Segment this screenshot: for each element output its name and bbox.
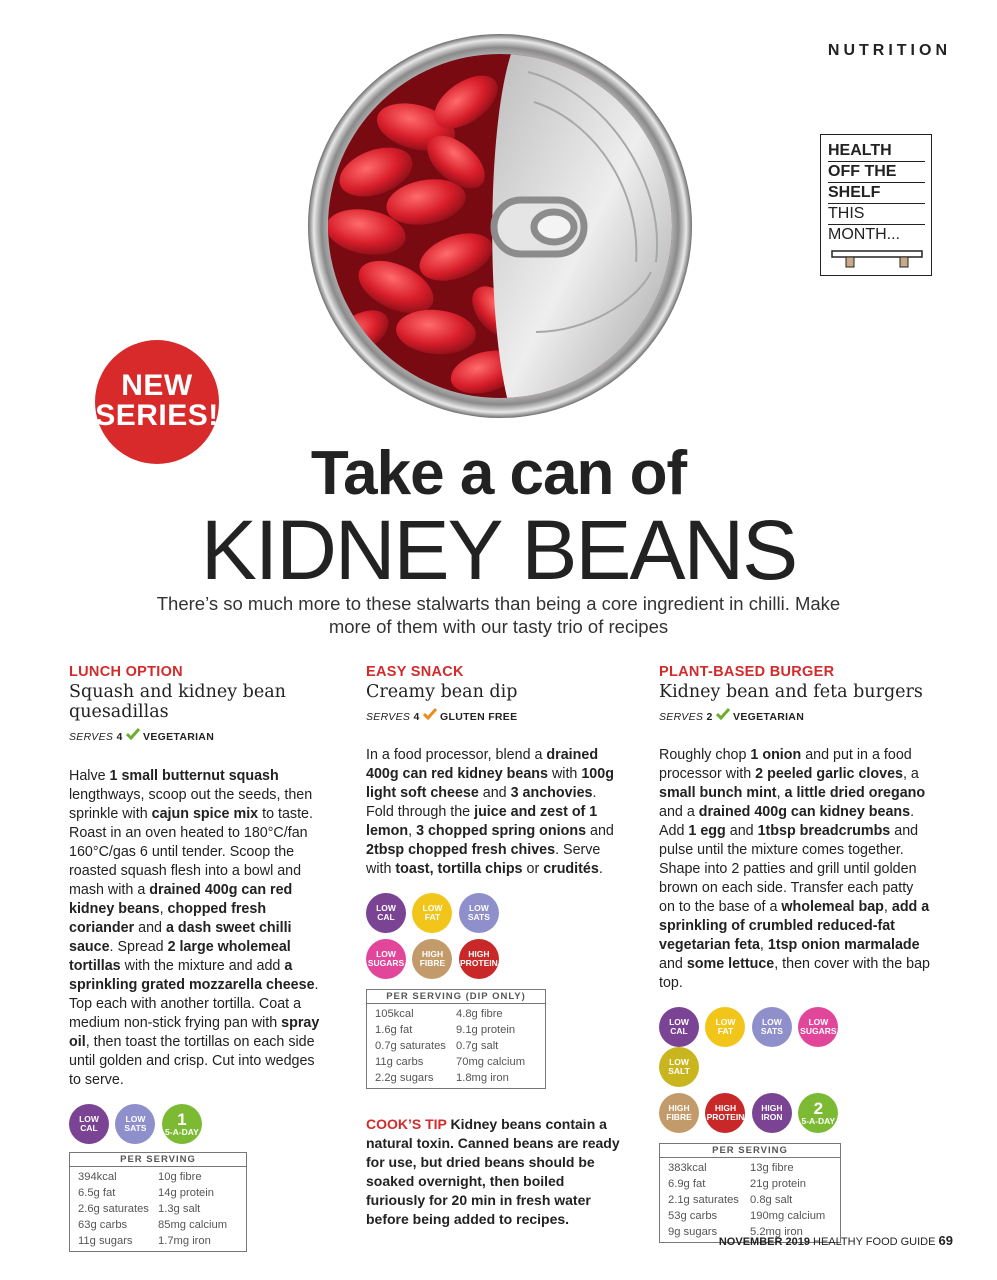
ingredient-text: 1 egg <box>688 823 726 839</box>
nutrition-value: 9g sugars <box>668 1226 718 1238</box>
method-text: , <box>776 785 785 801</box>
ingredient-text: drained 400g can red kidney beans <box>69 882 293 917</box>
nutrition-table <box>69 1152 247 1252</box>
recipe-method <box>366 746 626 879</box>
ingredient-text: spray oil <box>69 1015 320 1050</box>
method-text: , <box>883 899 892 915</box>
serves-label: SERVES <box>69 731 114 743</box>
nutrition-value: 11g sugars <box>78 1235 133 1247</box>
recipe-method <box>69 767 325 1090</box>
nutrition-row <box>70 1169 246 1185</box>
method-text: and <box>478 785 511 801</box>
badge-row <box>366 893 516 979</box>
nutrition-row <box>70 1233 246 1249</box>
badge-line-1: NEW <box>121 369 193 402</box>
page-number: 69 <box>938 1233 953 1248</box>
serves-line <box>366 708 626 723</box>
method-text: . Fold through the <box>366 785 597 820</box>
nutrition-value: 0.7g salt <box>456 1040 499 1052</box>
nutrition-value: 1.3g salt <box>158 1203 201 1215</box>
low-fat-badge: LOW FAT <box>412 893 452 933</box>
nutrition-row <box>367 1054 545 1070</box>
ingredient-text: a dash sweet chilli sauce <box>69 920 292 955</box>
method-text: . Top each with another tortilla. Coat a medium non-stick frying pan with <box>69 977 319 1031</box>
nutrition-value: 2.6g saturates <box>78 1203 149 1215</box>
high-fibre-badge: HIGH FIBRE <box>659 1093 699 1133</box>
footer-date: NOVEMBER 2019 <box>718 1236 810 1248</box>
kidney-bean-can-image <box>306 32 694 420</box>
cooks-tip <box>366 1115 622 1229</box>
recipe-quesadillas <box>69 664 325 1252</box>
recipe-title: Creamy bean dip <box>366 682 518 702</box>
nutrition-row <box>660 1192 840 1208</box>
nutrition-value: 4.8g fibre <box>456 1008 503 1020</box>
nutrition-row <box>70 1185 246 1201</box>
nutrition-row <box>70 1217 246 1233</box>
badge-line-2: SERIES! <box>95 399 219 432</box>
shelf-line-1: HEALTH <box>828 141 925 162</box>
nutrition-value: 394kcal <box>78 1171 117 1183</box>
method-text: with the mixture and add <box>120 958 285 974</box>
ingredient-text: add a sprinkling of crumbled reduced-fat vegetarian feta <box>659 899 930 953</box>
low-cal-badge: LOW CAL <box>366 893 406 933</box>
nutrition-value: 1.6g fat <box>375 1024 413 1036</box>
serves-line <box>69 728 325 743</box>
shelf-line-4: THIS <box>828 204 925 225</box>
method-text: , a <box>902 766 919 782</box>
low-sats-badge: LOW SATS <box>115 1104 155 1144</box>
high-protein-badge: HIGH PROTEIN <box>705 1093 745 1133</box>
serves-count: 4 <box>116 731 123 743</box>
method-text: and <box>134 920 166 936</box>
low-salt-badge: LOW SALT <box>659 1047 699 1087</box>
ingredient-text: some lettuce <box>686 956 775 972</box>
ingredient-text: 1 onion <box>750 747 802 763</box>
nutrition-value: 383kcal <box>668 1162 707 1174</box>
nutrition-row <box>367 1038 545 1054</box>
method-text: In a food processor, blend a <box>366 747 547 763</box>
ingredient-text: toast, tortilla chips <box>395 861 523 877</box>
five-a-day-badge: 1 5-A-DAY <box>162 1104 202 1144</box>
ingredient-text: wholemeal bap <box>781 899 884 915</box>
check-icon <box>126 728 140 740</box>
method-text: and <box>586 823 614 839</box>
method-text: and pulse until the mixture comes together. Shape into 2 patties and grill until golden brown on each side. Transfer each patty on to the base of a <box>659 823 919 915</box>
badge-row <box>69 1104 325 1144</box>
method-text: . Spread <box>109 939 168 955</box>
footer-magazine: HEALTHY FOOD GUIDE <box>813 1236 936 1248</box>
nutrition-value: 6.9g fat <box>668 1178 706 1190</box>
method-text: or <box>522 861 544 877</box>
recipe-method <box>659 746 931 993</box>
health-off-the-shelf-box <box>820 134 932 276</box>
nutrition-value: 21g protein <box>750 1178 806 1190</box>
ingredient-text: drained 400g can kidney beans <box>698 804 911 820</box>
ingredient-text: 2 peeled garlic cloves <box>755 766 903 782</box>
check-icon <box>423 708 437 720</box>
ingredient-text: small bunch mint <box>659 785 777 801</box>
method-text: , then cover with the bap top. <box>659 956 931 991</box>
nutrition-header: PER SERVING <box>660 1144 840 1158</box>
serves-count: 4 <box>413 711 420 723</box>
nutrition-value: 2.1g saturates <box>668 1194 739 1206</box>
method-text: lengthways, scoop out the seeds, then sprinkle with <box>69 787 313 822</box>
ingredient-text: chopped fresh coriander <box>69 901 267 936</box>
nutrition-header: PER SERVING (DIP ONLY) <box>367 990 545 1004</box>
method-text: and a <box>659 804 699 820</box>
nutrition-table <box>366 989 546 1089</box>
nutrition-row <box>367 1070 545 1086</box>
nutrition-value: 9.1g protein <box>456 1024 516 1036</box>
cooks-tip-label: COOK’S TIP <box>366 1116 447 1132</box>
serves-line <box>659 708 931 723</box>
recipe-title: Squash and kidney bean quesadillas <box>69 682 286 722</box>
method-text: and <box>659 956 687 972</box>
serves-count: 2 <box>706 711 713 723</box>
nutrition-value: 85mg calcium <box>158 1219 228 1231</box>
method-text: , <box>408 823 417 839</box>
method-text: Halve <box>69 768 110 784</box>
shelf-icon <box>828 249 926 273</box>
low-sugars-badge: LOW SUGARS <box>798 1007 838 1047</box>
low-cal-badge: LOW CAL <box>659 1007 699 1047</box>
nutrition-value: 11g carbs <box>375 1056 424 1068</box>
shelf-line-3: SHELF <box>828 183 925 204</box>
low-sats-badge: LOW SATS <box>752 1007 792 1047</box>
nutrition-value: 70mg calcium <box>456 1056 526 1068</box>
page-footer <box>719 1233 953 1248</box>
nutrition-row <box>70 1201 246 1217</box>
nutrition-value: 190mg calcium <box>750 1210 826 1222</box>
nutrition-row <box>660 1176 840 1192</box>
intro-text: There’s so much more to these stalwarts than being a core ingredient in chilli. Make more of them with our tasty trio of recipes <box>156 593 841 637</box>
ingredient-text: juice and zest of 1 lemon <box>366 804 598 839</box>
recipe-category: PLANT-BASED BURGER <box>659 664 835 680</box>
low-cal-badge: LOW CAL <box>69 1104 109 1144</box>
method-text: . <box>598 861 603 877</box>
badge-row <box>659 1007 879 1133</box>
ingredient-text: 2tbsp chopped fresh chives <box>366 842 556 858</box>
method-text: , then toast the tortillas on each side until golden and crisp. Cut into wedges to serve. <box>69 1034 315 1088</box>
nutrition-header: PER SERVING <box>70 1153 246 1167</box>
diet-tag: VEGETARIAN <box>143 731 215 743</box>
method-text: , <box>759 937 768 953</box>
diet-tag: GLUTEN FREE <box>440 711 518 723</box>
ingredient-text: a little dried oregano <box>784 785 926 801</box>
shelf-line-2: OFF THE <box>828 162 925 183</box>
nutrition-row <box>367 1022 545 1038</box>
recipe-category: EASY SNACK <box>366 664 464 680</box>
serves-label: SERVES <box>659 711 704 723</box>
nutrition-table <box>659 1143 841 1243</box>
method-text: Roughly chop <box>659 747 751 763</box>
nutrition-value: 2.2g sugars <box>375 1072 434 1084</box>
page-title-line-1: Take a can of <box>310 439 687 508</box>
check-icon <box>716 708 730 720</box>
serves-label: SERVES <box>366 711 411 723</box>
nutrition-value: 1.8mg iron <box>456 1072 509 1084</box>
nutrition-row <box>660 1208 840 1224</box>
method-text: . Serve with <box>366 842 601 877</box>
ingredient-text: crudités <box>543 861 599 877</box>
ingredient-text: 100g light soft cheese <box>366 766 614 801</box>
recipe-feta-burgers <box>659 664 931 1243</box>
method-text: to taste. Roast in an oven heated to 180°C/fan 160°C/gas 6 until tender. Scoop the roasted squash flesh into a bowl and mash with a <box>69 806 313 898</box>
section-label: NUTRITION <box>827 42 951 59</box>
recipe-bean-dip <box>366 664 626 1229</box>
nutrition-value: 53g carbs <box>668 1210 718 1222</box>
nutrition-row <box>367 1006 545 1022</box>
page-title-line-2: KIDNEY BEANS <box>200 503 797 597</box>
method-text: with <box>547 766 582 782</box>
method-text: . Add <box>659 804 915 839</box>
ingredient-text: 3 chopped spring onions <box>416 823 587 839</box>
method-text: , <box>159 901 168 917</box>
shelf-line-5: MONTH... <box>828 226 900 243</box>
method-text: and <box>725 823 758 839</box>
nutrition-value: 5.2mg iron <box>750 1226 803 1238</box>
low-sats-badge: LOW SATS <box>459 893 499 933</box>
diet-tag: VEGETARIAN <box>733 711 805 723</box>
nutrition-value: 1.7mg iron <box>158 1235 211 1247</box>
high-fibre-badge: HIGH FIBRE <box>412 939 452 979</box>
ingredient-text: 3 anchovies <box>510 785 593 801</box>
five-a-day-badge: 2 5-A-DAY <box>798 1093 838 1133</box>
ingredient-text: a sprinkling grated mozzarella cheese <box>69 958 315 993</box>
ingredient-text: cajun spice mix <box>151 806 259 822</box>
ingredient-text: drained 400g can red kidney beans <box>366 747 599 782</box>
ingredient-text: 2 large wholemeal tortillas <box>69 939 291 974</box>
high-iron-badge: HIGH IRON <box>752 1093 792 1133</box>
nutrition-value: 6.5g fat <box>78 1187 116 1199</box>
ingredient-text: 1 small butternut squash <box>109 768 279 784</box>
method-text: and put in a food processor with <box>659 747 912 782</box>
low-sugars-badge: LOW SUGARS <box>366 939 406 979</box>
nutrition-value: 14g protein <box>158 1187 214 1199</box>
ingredient-text: 1tsp onion marmalade <box>767 937 920 953</box>
ingredient-text: 1tbsp breadcrumbs <box>757 823 891 839</box>
nutrition-value: 0.7g saturates <box>375 1040 446 1052</box>
nutrition-value: 63g carbs <box>78 1219 128 1231</box>
recipe-category: LUNCH OPTION <box>69 664 183 680</box>
cooks-tip-text: Kidney beans contain a natural toxin. Canned beans are ready for use, but dried beans should be soaked overnight, then boiled furiously for 20 min in fresh water before being added to recipes. <box>366 1116 620 1227</box>
high-protein-badge: HIGH PROTEIN <box>459 939 499 979</box>
nutrition-row <box>660 1160 840 1176</box>
recipe-title: Kidney bean and feta burgers <box>659 682 923 702</box>
nutrition-value: 10g fibre <box>158 1171 202 1183</box>
nutrition-value: 105kcal <box>375 1008 414 1020</box>
nutrition-value: 13g fibre <box>750 1162 794 1174</box>
nutrition-value: 0.8g salt <box>750 1194 793 1206</box>
low-fat-badge: LOW FAT <box>705 1007 745 1047</box>
